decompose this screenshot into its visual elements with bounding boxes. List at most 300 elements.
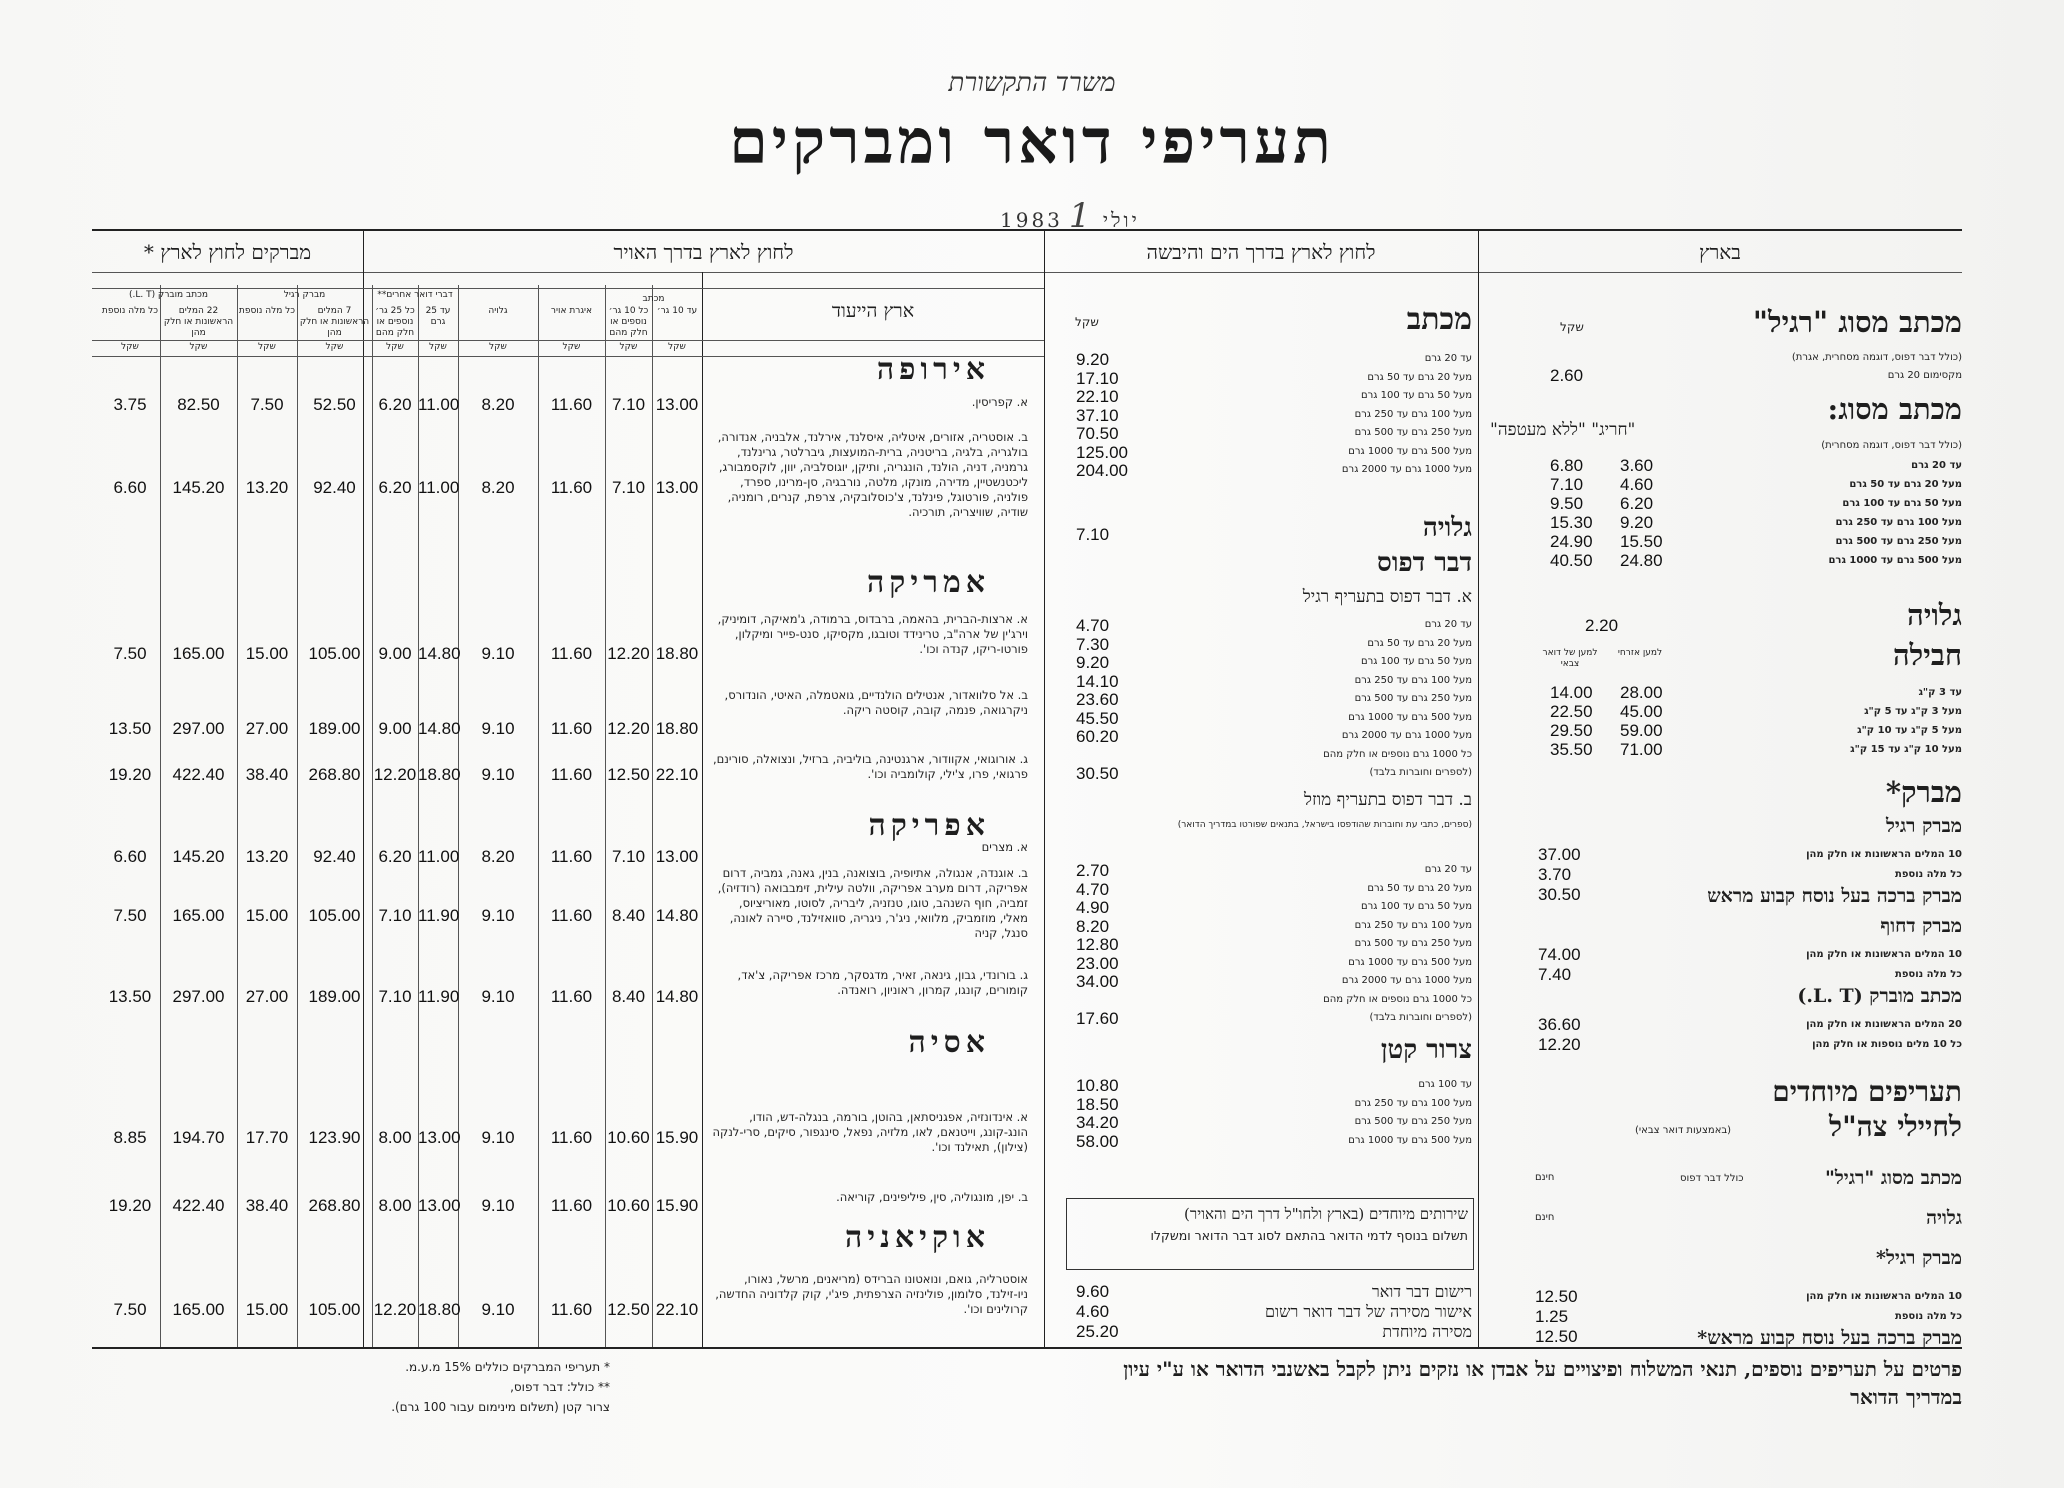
rate-cell: 7.50 <box>113 906 147 925</box>
soldiers-price: 12.50 <box>1535 1287 1578 1306</box>
rate-cell: 268.80 <box>308 1196 361 1215</box>
rate-cell: 11.00 <box>418 847 460 866</box>
page-title: תעריפי דואר ומברקים <box>729 105 1335 178</box>
printed-a-price: 14.10 <box>1076 671 1119 691</box>
destination-countries: ב. אוגנדה, אנגולה, אתיופיה, בוצואנה, בנין, גאנה, גמביה, דרום אפריקה, דרום מערב אפריקה, וולטה עילית, זימבבואה (רודזיה), זמביה, חוף השנהב, טוגו, טנזניה, ליבריה, לסוטו, מאוריציוס, מאלי, מוזמביק, מלוואי, ניג'ר, ניגריה, סוואזילנד, סיירה לאונה, סנגל, קניה <box>717 866 1028 940</box>
parcel-price-a: 35.50 <box>1550 740 1593 759</box>
rate-cell: 7.10 <box>378 987 412 1006</box>
printed-title: דבר דפוס <box>1377 548 1472 578</box>
surface-letter-price: 37.10 <box>1076 405 1119 425</box>
surface-letter-row-label: מעל 100 גרם עד 250 גרם <box>1354 408 1472 420</box>
telegram-row-head: מברק ברכה בעל נוסח קבוע מראש <box>1707 885 1962 907</box>
rate-cell: 15.90 <box>655 1196 699 1215</box>
rate-cell: 13.00 <box>655 847 699 866</box>
telegram-price: 12.20 <box>1538 1035 1581 1054</box>
currency-label: שקל <box>258 342 276 352</box>
surface-letter-price: 204.00 <box>1076 461 1128 480</box>
rate-cell: 11.00 <box>418 478 460 497</box>
table-column-rule <box>652 285 653 1347</box>
parcel-price-b: 28.00 <box>1620 683 1663 702</box>
rate-cell: 13.00 <box>655 395 699 414</box>
telegram-price: 37.00 <box>1538 845 1581 864</box>
rate-cell: 22.10 <box>655 1300 699 1319</box>
rate-cell: 13.50 <box>108 987 152 1006</box>
telegram-row-head: מכתב מוברק (L. T.) <box>1797 985 1962 1007</box>
rate-cell: 7.10 <box>378 906 412 925</box>
rate-cell: 11.60 <box>550 395 593 414</box>
soldiers-row-label: 10 המלים הראשונות או חלק מהן <box>1806 1291 1962 1302</box>
table-column-rule <box>418 285 419 1347</box>
rate-cell: 6.20 <box>378 478 412 497</box>
soldiers-row-head: מכתב מסוג "רגיל" <box>1825 1167 1962 1189</box>
rate-cell: 12.50 <box>607 765 650 784</box>
rate-cell: 11.60 <box>550 1300 593 1319</box>
telegram-title: מברק* <box>1885 775 1962 809</box>
rate-cell: 38.40 <box>245 1196 289 1215</box>
parcel-price-b: 71.00 <box>1620 740 1663 759</box>
telegram-row-head: מברק דחוף <box>1880 915 1962 937</box>
telegram-row-label: כל מלה נוספת <box>1894 869 1962 880</box>
ministry-name: משרד התקשורת <box>948 68 1116 98</box>
table-column-rule <box>372 285 373 1347</box>
rate-cell: 22.10 <box>655 765 699 784</box>
rate-cell: 6.60 <box>113 478 147 497</box>
printed-a-row-label: (לספרים וחוברות בלבד) <box>1369 767 1472 778</box>
printed-a-price: 45.50 <box>1076 708 1119 728</box>
printed-b-row-label: כל 1000 גרם נוספים או חלק מהם <box>1323 993 1472 1005</box>
rate-cell: 15.00 <box>245 644 289 663</box>
footnote: ** כולל: דבר דפוס, <box>510 1380 610 1394</box>
printed-b-price: 2.70 <box>1076 861 1110 880</box>
letter-type-price-a: 40.50 <box>1550 551 1593 570</box>
rate-cell: 11.60 <box>550 987 593 1006</box>
rate-cell: 11.60 <box>550 719 593 738</box>
rate-cell: 13.50 <box>108 719 152 738</box>
rate-cell: 82.50 <box>177 395 220 414</box>
small-packet-price: 58.00 <box>1076 1131 1119 1151</box>
letter-type-price-a: 15.30 <box>1550 513 1593 532</box>
surface-currency: שקל <box>1075 315 1099 329</box>
parcel-price-a: 14.00 <box>1550 683 1593 702</box>
small-packet-price: 34.20 <box>1076 1113 1119 1132</box>
currency-label: שקל <box>489 342 507 352</box>
printed-b-price: 23.00 <box>1076 953 1119 973</box>
small-packet-price: 10.80 <box>1076 1076 1119 1095</box>
printed-b-note: (ספרים, כתבי עת וחוברות שהודפסו בישראל, בתנאים שפורטו במדריך הדואר) <box>1177 820 1472 830</box>
rate-cell: 13.00 <box>655 478 699 497</box>
tel-reg-first-header: 7 המלים הראשונות או חלק מהן <box>299 306 370 338</box>
rate-cell: 13.00 <box>418 1196 461 1215</box>
rate-cell: 18.80 <box>655 644 699 663</box>
special-price: 9.60 <box>1076 1282 1110 1301</box>
rate-cell: 189.00 <box>308 987 361 1006</box>
parcel-row-label: מעל 10 ק"ג עד 15 ק"ג <box>1850 744 1962 755</box>
region-name: אסיה <box>908 1025 990 1060</box>
printed-b-price: 4.90 <box>1076 898 1110 917</box>
currency-label: שקל <box>562 342 581 352</box>
soldiers-title-1: תעריפים מיוחדים <box>1772 1075 1962 1108</box>
table-column-rule <box>605 285 606 1347</box>
rate-cell: 13.20 <box>245 847 289 866</box>
rate-cell: 422.40 <box>172 1196 225 1215</box>
surface-letter-row-label: מעל 250 גרם עד 500 גרם <box>1354 427 1472 438</box>
printed-a-title: א. דבר דפוס בתעריף רגיל <box>1302 587 1472 607</box>
surface-letter-row-label: מעל 20 גרם עד 50 גרם <box>1367 371 1472 383</box>
soldiers-row-head: גלויה <box>1926 1207 1962 1229</box>
rate-cell: 11.60 <box>550 1196 593 1215</box>
rate-cell: 8.00 <box>378 1128 412 1147</box>
printed-b-row-label: מעל 500 גרם עד 1000 גרם <box>1348 956 1472 968</box>
rate-cell: 8.40 <box>611 906 646 925</box>
surface-letter-row-label: מעל 50 גרם עד 100 גרם <box>1361 390 1472 401</box>
surface-letter-price: 125.00 <box>1076 442 1128 462</box>
rate-cell: 9.10 <box>481 644 515 663</box>
rate-cell: 18.80 <box>655 719 699 738</box>
domestic-currency: שקל <box>1560 320 1584 334</box>
regular-letter-price: 2.60 <box>1550 366 1584 385</box>
telegram-price: 3.70 <box>1538 865 1572 884</box>
destination-countries: א. ארצות-הברית, בהאמה, ברבדוס, ברמודה, ג'מאיקה, דומיניק, וירג'ין של ארה"ב, טרינידד וטובגו, מקסיקו, סנט-פייר ומיקלון, פורטו-ריקו, קנדה וכו'. <box>717 612 1028 656</box>
section-air: לחוץ לארץ בדרך האויר <box>613 240 794 264</box>
regular-letter-note: (כולל דבר דפוס, דוגמה מסחרית, אגרת) <box>1791 352 1962 363</box>
printed-b-price: 17.60 <box>1076 1009 1119 1028</box>
printed-b-row-label: מעל 20 גרם עד 50 גרם <box>1367 882 1472 894</box>
rate-cell: 14.80 <box>418 644 461 663</box>
domestic-postcard-price: 2.20 <box>1585 616 1619 635</box>
rate-cell: 11.90 <box>418 987 460 1006</box>
rate-cell: 92.40 <box>313 847 356 866</box>
rate-cell: 7.10 <box>611 395 646 414</box>
currency-label: שקל <box>619 342 638 352</box>
letter-type-price-a: 7.10 <box>1550 475 1584 494</box>
top-rule <box>92 229 1962 231</box>
rate-cell: 38.40 <box>245 765 289 784</box>
special-row-label: רישום דבר דואר <box>1371 1282 1472 1301</box>
rate-cell: 10.60 <box>607 1128 650 1147</box>
destination-countries: ג. אורוגואי, אקוודור, ארגנטינה, בוליביה, ברזיל, ונצואלה, סורינם, פרגואי, פרו, צ'ילי, קולומביה וכו'. <box>712 752 1028 781</box>
rate-cell: 12.50 <box>607 1300 650 1319</box>
postcard-header: גלויה <box>488 306 508 316</box>
table-header-rule <box>92 288 1044 289</box>
printed-b-row-label: (לספרים וחוברות בלבד) <box>1369 1012 1472 1023</box>
parcel-price-a: 29.50 <box>1550 721 1593 740</box>
currency-label: שקל <box>386 342 404 352</box>
parcel-row-label: עד 3 ק"ג <box>1918 687 1962 698</box>
rate-cell: 7.50 <box>113 644 147 663</box>
parcel-price-b: 59.00 <box>1620 721 1663 740</box>
destination-countries: א. אינדונזיה, אפגניסתאן, בהוטן, בורמה, בנגלה-דש, הודו, הונג-קונג, וייטנאם, לאו, מלזיה, נפאל, סינגפור, סיקים, סרי-לנקה (צילון), תאילנד וכו'. <box>712 1110 1028 1154</box>
regular-letter-title: מכתב מסוג "רגיל" <box>1752 305 1962 339</box>
surface-letter-row-label: מעל 1000 גרם עד 2000 גרם <box>1341 464 1472 475</box>
date-handwritten: 1 <box>1068 196 1094 236</box>
other-first-header: עד 25 גרם <box>425 306 451 327</box>
rate-cell: 123.90 <box>308 1128 361 1147</box>
telegram-row-label: 20 המלים הראשונות או חלק מהן <box>1806 1019 1962 1030</box>
letter-type-note: (כולל דבר דפוס, דוגמה מסחרית) <box>1821 440 1962 451</box>
aerogram-header: איגרת אויר <box>550 306 593 316</box>
table-column-rule <box>237 285 238 1347</box>
printed-a-row-label: עד 20 גרם <box>1424 619 1472 630</box>
region-name: אפריקה <box>868 808 990 843</box>
letter-type-price-b: 3.60 <box>1620 456 1654 475</box>
printed-b-row-label: מעל 1000 גרם עד 2000 גרם <box>1341 975 1472 986</box>
surface-letter-row-label: מעל 500 גרם עד 1000 גרם <box>1348 445 1472 457</box>
printed-a-price: 9.20 <box>1076 653 1110 672</box>
special-title: שירותים מיוחדים (בארץ ולחו"ל דרך הים והאויר) <box>1184 1205 1468 1223</box>
tel-reg-each-header: כל מלה נוספת <box>238 306 296 316</box>
letter-type-row-label: עד 20 גרם <box>1911 460 1962 471</box>
rate-cell: 10.60 <box>607 1196 650 1215</box>
rate-cell: 165.00 <box>172 906 225 925</box>
special-row-label: אישור מסירה של דבר דואר רשום <box>1265 1302 1472 1321</box>
region-name: אוקיאניה <box>845 1220 990 1255</box>
lt-each-header: כל מלה נוספת <box>101 306 159 316</box>
small-packet-row-label: מעל 250 גרם עד 500 גרם <box>1354 1116 1472 1127</box>
printed-b-row-label: מעל 50 גרם עד 100 גרם <box>1361 901 1472 912</box>
printed-b-price: 4.70 <box>1076 879 1110 899</box>
letter-type-price-b: 24.80 <box>1620 551 1663 570</box>
destination-countries: ב. יפן, מונגוליה, סין, פיליפינים, קוריאה. <box>836 1190 1028 1204</box>
letter-type-row-label: מעל 100 גרם עד 250 גרם <box>1835 517 1962 528</box>
destination-countries: ב. אוסטריה, אזורים, איטליה, איסלנד, אירלנד, אלבניה, אנדורה, בולגריה, בלגיה, בריטניה, ברית-המועצות, גיברלטר, גרינלנד, גרמניה, דניה, הולנד, הונגריה, ותיקן, יוגוסלביה, יוון, לוקסמבורג, ליכטנשטיין, מדירה, מונקו, מלטה, נורבגיה, סן-מרינו, ספרד, פולניה, פורטוגל, פינלנד, צ'כוסלובקיה, צרפת, קנרים, רומניה, שודיה, שוויצריה, תורכיה. <box>717 430 1028 519</box>
rate-cell: 194.70 <box>172 1128 225 1147</box>
footer-note: פרטים על תעריפים נוספים, תנאי המשלוח ופיצויים על אבדן או נזקים ניתן לקבל באשנבי הדואר או ע"י עיון במדריך הדואר <box>1123 1357 1962 1409</box>
rate-cell: 9.10 <box>481 1196 515 1215</box>
printed-a-row-label: מעל 50 גרם עד 100 גרם <box>1361 656 1472 667</box>
domestic-postcard-title: גלויה <box>1907 598 1962 632</box>
parcel-col-b: למען אזרחי <box>1617 648 1663 658</box>
region-name: אמריקה <box>867 565 990 600</box>
small-packet-title: צרור קטן <box>1380 1035 1472 1065</box>
destination-countries: ג. בורונדי, גבון, גינאה, זאיר, מדגסקר, מרכז אפריקה, צ'אד, קומורים, קונגו, קמרון, ראוניון, רואנדה. <box>737 968 1028 997</box>
printed-b-price: 8.20 <box>1076 916 1110 936</box>
telegram-row-head: מברק רגיל <box>1885 815 1962 837</box>
rate-cell: 52.50 <box>313 395 356 414</box>
printed-a-price: 7.30 <box>1076 634 1110 654</box>
rate-cell: 11.60 <box>550 644 593 663</box>
letter-header: מכתב <box>642 294 665 304</box>
letter-type-price-b: 4.60 <box>1620 475 1654 494</box>
letter-type-price-b: 15.50 <box>1620 532 1663 551</box>
destination-countries: אוסטרליה, גואם, ונואטונו הברידס (מריאנים, מרשל, נאורו, ניו-זילנד, סלומון, פולינזיה הצרפתית, פיג'י, קוק קלדוניה החדשה, קרולינים וכו'. <box>715 1272 1028 1316</box>
printed-b-price: 34.00 <box>1076 972 1119 991</box>
rate-cell: 7.50 <box>113 1300 147 1319</box>
soldiers-price: חינם <box>1535 1172 1555 1183</box>
rate-cell: 19.20 <box>108 1196 152 1215</box>
rate-cell: 17.70 <box>245 1128 289 1147</box>
surface-letter-row-label: עד 20 גרם <box>1424 353 1472 364</box>
telegram-row-label: כל 10 מלים נוספות או חלק מהן <box>1812 1039 1962 1050</box>
surface-postcard-title: גלויה <box>1422 513 1472 543</box>
rate-cell: 27.00 <box>245 719 289 738</box>
rate-cell: 27.00 <box>245 987 289 1006</box>
rate-cell: 268.80 <box>308 765 361 784</box>
surface-letter-price: 22.10 <box>1076 387 1119 406</box>
parcel-price-b: 45.00 <box>1620 702 1663 721</box>
destination-countries: א. קפריסין. <box>971 395 1028 409</box>
footnote: צרור קטן (תשלום מינימום עבור 100 גרם). <box>391 1400 610 1414</box>
rate-cell: 7.10 <box>611 478 646 497</box>
printed-a-row-label: מעל 500 גרם עד 1000 גרם <box>1348 711 1472 723</box>
telegram-price: 30.50 <box>1538 885 1581 904</box>
table-column-rule <box>458 285 459 1347</box>
rate-cell: 13.20 <box>245 478 289 497</box>
region-name: אירופה <box>876 352 990 387</box>
rate-cell: 11.60 <box>550 1128 593 1147</box>
telegram-row-label: 10 המלים הראשונות או חלק מהן <box>1806 849 1962 860</box>
footnote: * תעריפי המברקים כוללים 15% מ.ע.מ. <box>405 1360 610 1374</box>
small-packet-price: 18.50 <box>1076 1094 1119 1114</box>
dest-header-text: ארץ הייעוד <box>831 300 915 322</box>
printed-a-row-label: כל 1000 גרם נוספים או חלק מהם <box>1323 748 1472 760</box>
printed-a-row-label: מעל 1000 גרם עד 2000 גרם <box>1341 730 1472 741</box>
rate-cell: 8.00 <box>378 1196 412 1215</box>
currency-label: שקל <box>121 342 139 352</box>
rate-cell: 13.00 <box>418 1128 461 1147</box>
section-surface: לחוץ לארץ בדרך הים והיבשה <box>1146 240 1376 264</box>
rate-cell: 8.85 <box>113 1128 147 1147</box>
parcel-price-a: 22.50 <box>1550 702 1593 721</box>
currency-label: שקל <box>325 342 344 352</box>
soldiers-row-head: מברק ברכה בעל נוסח קבוע מראש* <box>1697 1327 1962 1349</box>
letter-type-title: מכתב מסוג: <box>1827 392 1962 426</box>
letter-type-price-a: 6.80 <box>1550 456 1584 475</box>
surface-letter-title: מכתב <box>1406 302 1472 337</box>
rate-cell: 15.90 <box>655 1128 699 1147</box>
letter-type-row-label: מעל 20 גרם עד 50 גרם <box>1849 479 1962 490</box>
letter-type-price-a: 9.50 <box>1550 494 1584 513</box>
telegram-price: 7.40 <box>1538 965 1572 984</box>
rate-cell: 11.60 <box>550 847 593 866</box>
rate-cell: 165.00 <box>172 644 225 663</box>
printed-a-row-label: מעל 20 גרם עד 50 גרם <box>1367 637 1472 649</box>
parcel-col-a: למען של דואר צבאי <box>1542 648 1598 669</box>
lt-header: מכתב מוברק (L. T.) <box>128 290 209 300</box>
rate-cell: 145.20 <box>172 847 225 866</box>
special-price: 25.20 <box>1076 1322 1119 1341</box>
rate-cell: 165.00 <box>172 1300 225 1319</box>
rate-cell: 9.10 <box>481 906 515 925</box>
rate-cell: 92.40 <box>313 478 356 497</box>
bottom-rule <box>92 1347 1962 1349</box>
rate-cell: 8.20 <box>481 847 515 866</box>
letter-first-header: עד 10 גר׳ <box>656 306 698 316</box>
soldiers-row-note: כולל דבר דפוס <box>1680 1173 1744 1184</box>
rate-cell: 9.10 <box>481 719 515 738</box>
letter-type-price-b: 6.20 <box>1620 494 1654 513</box>
rate-cell: 9.10 <box>481 1300 515 1319</box>
destination-countries: ב. אל סלוואדור, אנטילים הולנדיים, גואטמלה, האיטי, הונדורס, ניקרגואה, פנמה, קובה, קוסטה ריקה. <box>724 688 1028 717</box>
rate-cell: 14.80 <box>655 987 699 1006</box>
divider-surface <box>1044 229 1045 1347</box>
rate-cell: 9.10 <box>481 765 515 784</box>
destination-countries: א. מצרים <box>981 840 1028 854</box>
printed-b-title: ב. דבר דפוס בתעריף מוזל <box>1304 790 1472 810</box>
parcel-row-label: מעל 5 ק"ג עד 10 ק"ג <box>1857 725 1962 736</box>
surface-postcard-price: 7.10 <box>1076 525 1110 544</box>
section-domestic: בארץ <box>1699 240 1741 264</box>
soldiers-price: חינם <box>1535 1212 1555 1223</box>
telegram-row-label: כל מלה נוספת <box>1894 969 1962 980</box>
letter-each-header: כל 10 גר׳ נוספים או חלק מהם <box>608 306 649 338</box>
soldiers-note: (באמצעות דואר צבאי) <box>1635 1125 1732 1136</box>
currency-label: שקל <box>429 342 447 352</box>
lt-first-header: 22 המלים הראשונות או חלק מהן <box>163 306 234 338</box>
rate-cell: 8.20 <box>481 395 515 414</box>
special-text: תשלום בנוסף לדמי הדואר בהתאם לסוג דבר הדואר ומשקלו <box>1150 1228 1468 1243</box>
table-column-rule <box>538 285 539 1347</box>
table-column-rule <box>297 285 298 1347</box>
rate-cell: 12.20 <box>607 719 650 738</box>
printed-b-row-label: מעל 100 גרם עד 250 גרם <box>1354 919 1472 931</box>
rate-cell: 11.00 <box>418 395 460 414</box>
rate-cell: 8.20 <box>481 478 515 497</box>
rate-cell: 11.60 <box>550 906 593 925</box>
telegram-row-label: 10 המלים הראשונות או חלק מהן <box>1806 949 1962 960</box>
printed-a-row-label: מעל 100 גרם עד 250 גרם <box>1354 674 1472 686</box>
rate-cell: 297.00 <box>172 987 225 1006</box>
rate-cell: 18.80 <box>418 1300 461 1319</box>
rate-cell: 14.80 <box>655 906 699 925</box>
rate-cell: 105.00 <box>308 906 361 925</box>
other-each-header: כל 25 גר׳ נוספים או חלק מהם <box>375 306 415 338</box>
rate-cell: 189.00 <box>308 719 361 738</box>
divider-domestic <box>1478 229 1479 1347</box>
rate-cell: 3.75 <box>113 395 147 414</box>
printed-b-row-label: עד 20 גרם <box>1424 864 1472 875</box>
rate-cell: 105.00 <box>308 1300 361 1319</box>
rate-cell: 12.20 <box>607 644 650 663</box>
soldiers-price: 12.50 <box>1535 1327 1578 1346</box>
small-packet-row-label: מעל 500 גרם עד 1000 גרם <box>1348 1134 1472 1146</box>
rate-cell: 422.40 <box>172 765 225 784</box>
section-telegrams: מברקים לחוץ לארץ * <box>143 240 312 264</box>
rate-cell: 11.90 <box>418 906 460 925</box>
letter-type-sub: "חריג" "ללא מעטפה" <box>1490 420 1636 440</box>
printed-b-row-label: מעל 250 גרם עד 500 גרם <box>1354 938 1472 949</box>
small-packet-row-label: מעל 100 גרם עד 250 גרם <box>1354 1097 1472 1109</box>
table-header-rule <box>92 340 1044 341</box>
rate-cell: 9.10 <box>481 1128 515 1147</box>
surface-letter-price: 70.50 <box>1076 424 1119 443</box>
letter-type-row-label: מעל 50 גרם עד 100 גרם <box>1842 498 1962 509</box>
rate-cell: 6.20 <box>378 395 412 414</box>
telegram-price: 36.60 <box>1538 1015 1581 1034</box>
rate-cell: 9.00 <box>378 719 412 738</box>
table-column-rule <box>160 285 161 1347</box>
letter-type-price-a: 24.90 <box>1550 532 1593 551</box>
divider-destination <box>702 272 703 1347</box>
parcel-row-label: מעל 3 ק"ג עד 5 ק"ג <box>1864 706 1962 717</box>
rate-cell: 9.10 <box>481 987 515 1006</box>
special-price: 4.60 <box>1076 1302 1110 1321</box>
currency-label: שקל <box>189 342 208 352</box>
printed-a-price: 30.50 <box>1076 764 1119 783</box>
surface-letter-price: 17.10 <box>1076 368 1119 388</box>
currency-label: שקל <box>668 342 686 352</box>
soldiers-row-label: כל מלה נוספת <box>1894 1311 1962 1322</box>
telegram-price: 74.00 <box>1538 945 1581 964</box>
rate-cell: 14.80 <box>418 719 461 738</box>
letter-type-row-label: מעל 500 גרם עד 1000 גרם <box>1828 555 1962 566</box>
letter-type-row-label: מעל 250 גרם עד 500 גרם <box>1835 536 1962 547</box>
printed-a-row-label: מעל 250 גרם עד 500 גרם <box>1354 693 1472 704</box>
rate-cell: 19.20 <box>108 765 152 784</box>
section-header-rule <box>92 272 1962 273</box>
rate-cell: 18.80 <box>418 765 461 784</box>
special-row-label: מסירה מיוחדת <box>1382 1322 1472 1341</box>
letter-type-price-b: 9.20 <box>1620 513 1654 532</box>
